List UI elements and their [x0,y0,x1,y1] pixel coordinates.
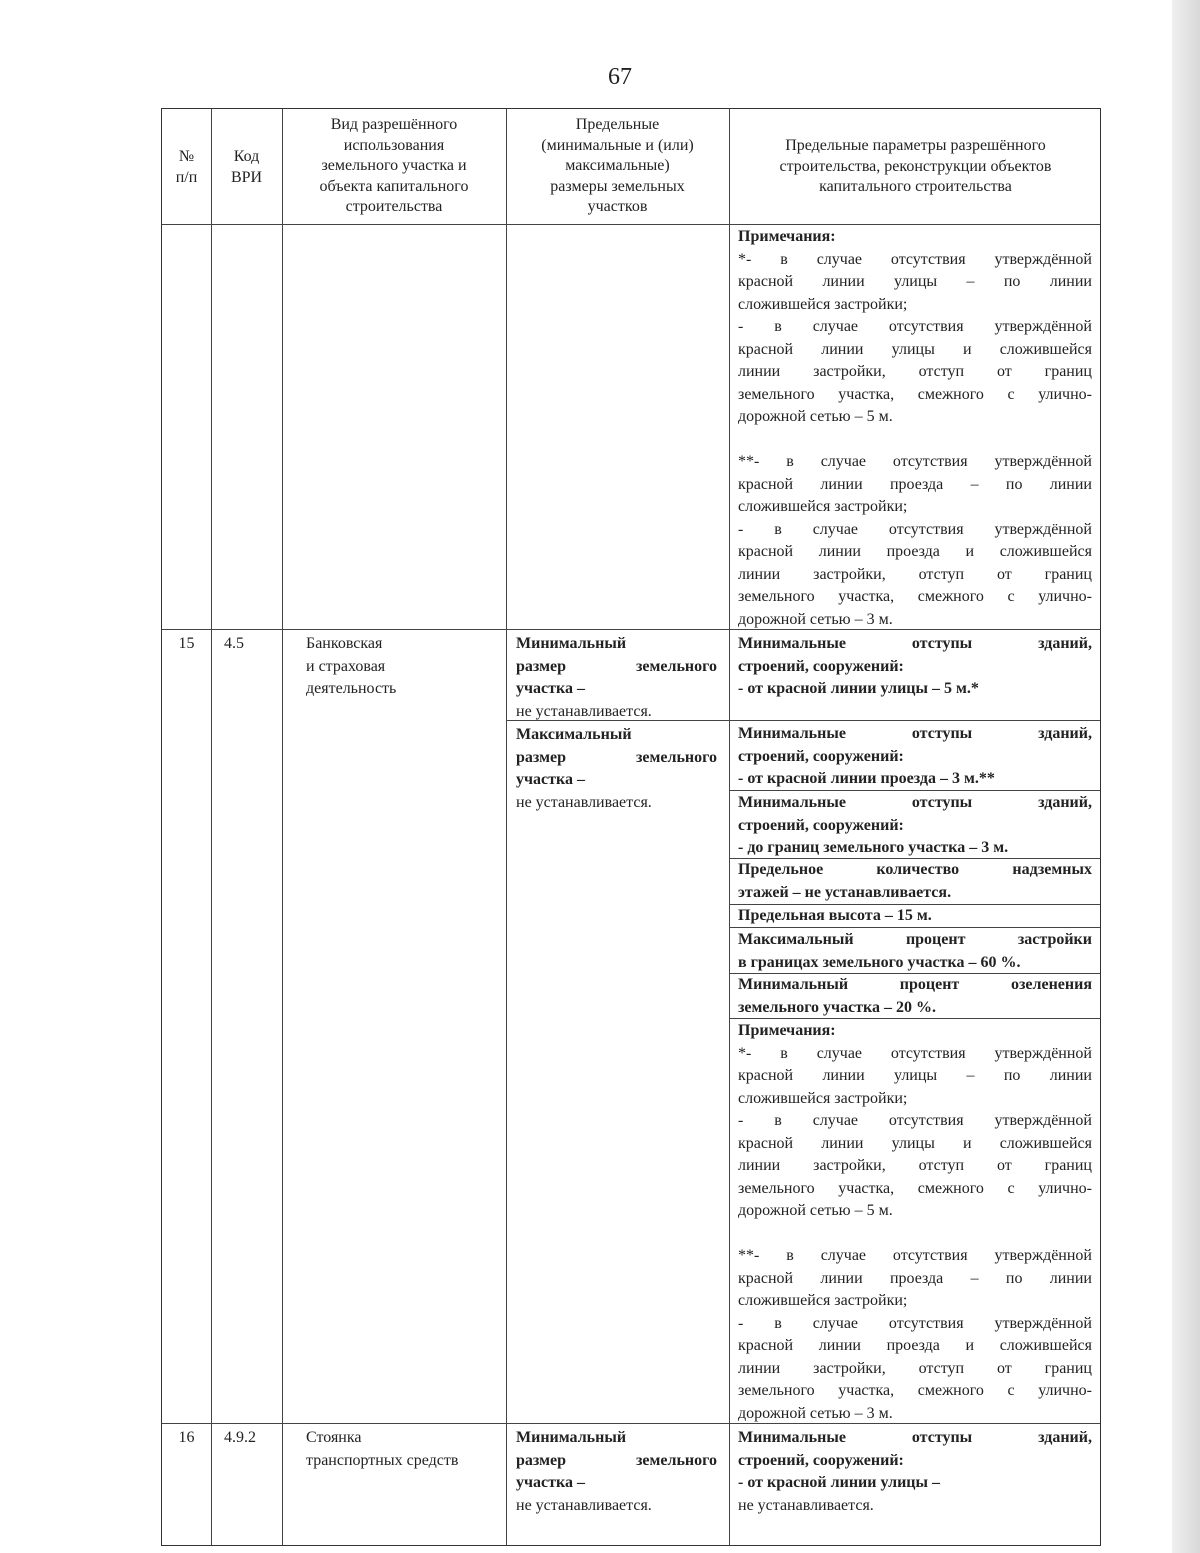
note-line: линии застройки, отступ от границ [738,1359,1092,1377]
note-line: сложившейся застройки; [738,1089,908,1107]
note-line: *- в случае отсутствия утверждённой [738,250,1092,268]
row15-param-street-setback: Минимальные отступы зданий, строений, сооружений: - от красной линии улицы – 5 м.* [738,635,1092,697]
row16-code: 4.9.2 [224,1429,256,1446]
row15-min-size: Минимальный размер земельного участка – не устанавливается. [516,635,717,720]
note-line: **- в случае отсутствия утверждённой [738,1247,1092,1264]
note-line: красной линии проезда – по линии [738,475,1092,493]
header-num: № п/п [175,148,198,186]
note-line: дорожной сетью – 5 м. [738,1202,893,1219]
regulations-table [161,108,1101,1546]
note-line: линии застройки, отступ от границ [738,1157,1092,1174]
row15-param-boundary-setback: Минимальные отступы зданий, строений, сооружений: - до границ земельного участка – 3 м. [738,794,1092,856]
note-line: красной линии проезда и сложившейся [738,543,1092,560]
note-line: земельного участка, смежного с улично- [738,588,1092,605]
continuation-notes [738,226,1092,631]
row15-param-floors: Предельное количество надземных этажей – не устанавливается. [738,861,1092,901]
header-use: Вид разрешённого использования земельного участка и объекта капитального строительства [319,116,469,215]
row15-use: Банковская и страховая деятельность [306,635,397,697]
row16-param-street-setback: Минимальные отступы зданий, строений, сооружений: - от красной линии улицы – не устанавливается. [738,1429,1092,1514]
notes-title: Примечания: [738,1022,836,1039]
header-bottom-line [162,224,1100,225]
note-line: красной линии улицы – по линии [738,1067,1092,1084]
note-line: дорожной сетью – 3 м. [738,1404,893,1422]
row15-param-greenery: Минимальный процент озеленения земельного участка – 20 %. [738,976,1092,1016]
header-code: Код ВРИ [230,148,263,186]
note-line: земельного участка, смежного с улично- [738,1382,1092,1399]
row16-min-size: Минимальный размер земельного участка – не устанавливается. [516,1429,717,1514]
note-line: - в случае отсутствия утверждённой [738,1314,1092,1332]
header-params: Предельные параметры разрешённого строительства, реконструкции объектов капитального строительства [779,137,1052,195]
note-line: сложившейся застройки; [738,295,908,313]
row15-max-size: Максимальный размер земельного участка – не устанавливается. [516,726,717,811]
notes-lines [738,1043,1092,1426]
scan-edge-shadow [1172,0,1200,1553]
row15-param-coverage: Максимальный процент застройки в границах земельного участка – 60 %. [738,931,1092,971]
row15-notes [738,1020,1092,1425]
note-line: - в случае отсутствия утверждённой [738,318,1092,335]
page-number: 67 [608,64,632,90]
note-line: красной линии проезда – по линии [738,1269,1092,1287]
column-divider [282,109,283,1545]
note-line: линии застройки, отступ от границ [738,363,1092,380]
note-line: - в случае отсутствия утверждённой [738,520,1092,538]
notes-title: Примечания: [738,228,836,245]
note-line: сложившейся застройки; [738,498,908,515]
column-divider [506,109,507,1545]
note-line: дорожной сетью – 5 м. [738,408,893,425]
column-divider [729,109,730,1545]
note-line: сложившейся застройки; [738,1292,908,1309]
note-line: земельного участка, смежного с улично- [738,1179,1092,1197]
note-line: красной линии улицы – по линии [738,273,1092,290]
note-line [738,1223,1092,1246]
note-line: земельного участка, смежного с улично- [738,385,1092,403]
row16-num: 16 [178,1429,195,1446]
notes-lines [738,249,1092,632]
note-line: - в случае отсутствия утверждённой [738,1112,1092,1129]
row15-num: 15 [178,635,195,652]
note-line: красной линии улицы и сложившейся [738,340,1092,358]
header-size: Предельные (минимальные и (или) максимальные) размеры земельных участков [541,116,694,215]
note-line [738,429,1092,452]
row15-param-passage-setback: Минимальные отступы зданий, строений, сооружений: - от красной линии проезда – 3 м.** [738,725,1092,787]
note-line: красной линии проезда и сложившейся [738,1337,1092,1354]
note-line: **- в случае отсутствия утверждённой [738,453,1092,470]
note-line: красной линии улицы и сложившейся [738,1134,1092,1152]
row16-use: Стоянка транспортных средств [306,1429,459,1469]
note-line: *- в случае отсутствия утверждённой [738,1044,1092,1062]
note-line: линии застройки, отступ от границ [738,565,1092,583]
column-divider [211,109,212,1545]
note-line: дорожной сетью – 3 м. [738,610,893,628]
row15-param-height: Предельная высота – 15 м. [738,907,932,924]
row15-code: 4.5 [224,635,244,652]
